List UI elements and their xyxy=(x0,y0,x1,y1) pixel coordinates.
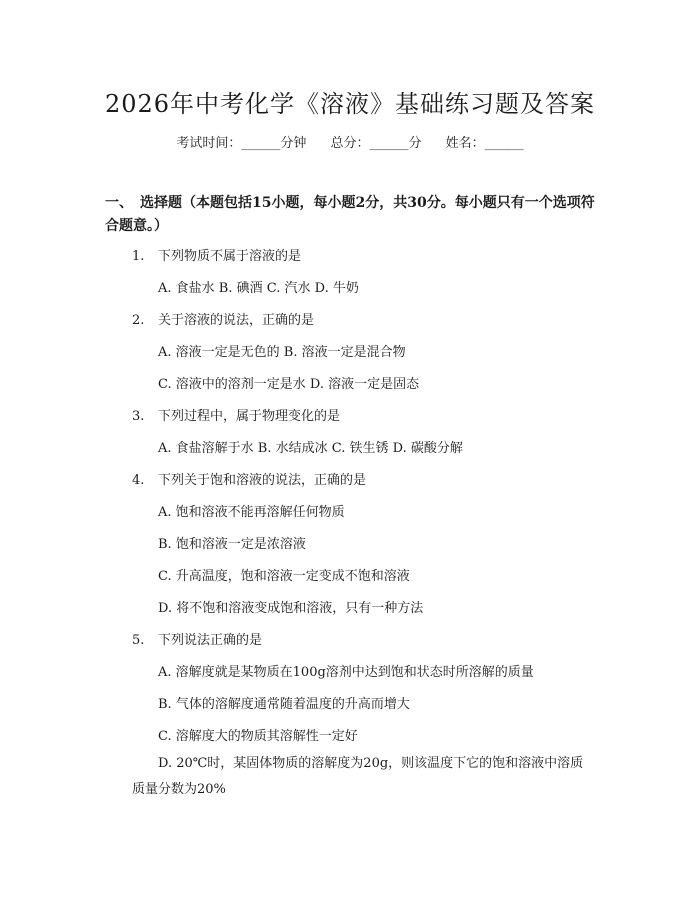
question-text: 关于溶液的说法，正确的是 xyxy=(158,313,315,328)
page-title: 2026年中考化学《溶液》基础练习题及答案 xyxy=(104,90,596,118)
question-stem xyxy=(132,245,301,264)
question-text: 下列物质不属于溶液的是 xyxy=(158,249,302,264)
question-stem xyxy=(132,405,340,424)
question-options: A. 食盐水 B. 碘酒 C. 汽水 D. 牛奶 xyxy=(158,281,359,296)
student-name-field: 姓名：______ xyxy=(445,136,524,151)
question-text: 下列说法正确的是 xyxy=(158,633,263,648)
question-option: D. 将不饱和溶液变成饱和溶液，只有一种方法 xyxy=(158,601,424,616)
question-number: 2. xyxy=(132,313,145,328)
question-stem xyxy=(132,469,366,488)
question-options: A. 食盐溶解于水 B. 水结成冰 C. 铁生锈 D. 碳酸分解 xyxy=(158,441,463,456)
total-score-field: 总分：______分 xyxy=(330,136,422,151)
question-number: 1. xyxy=(132,249,145,264)
exam-info-line xyxy=(0,132,700,151)
question-option: B. 饱和溶液一定是浓溶液 xyxy=(158,537,306,552)
section-heading: 一、 选择题（本题包括15小题，每小题2分，共30分。每小题只有一个选项符合题意。） xyxy=(105,195,595,234)
question-option: A. 溶解度就是某物质在100g溶剂中达到饱和状态时所溶解的质量 xyxy=(158,665,534,680)
question-option: D. 20℃时，某固体物质的溶解度为20g，则该温度下它的饱和溶液中溶质质量分数为20% xyxy=(132,756,584,797)
question-stem xyxy=(132,309,314,328)
question-option: A. 饱和溶液不能再溶解任何物质 xyxy=(158,505,345,520)
question-number: 5. xyxy=(132,633,145,648)
question-option: C. 溶解度大的物质其溶解性一定好 xyxy=(158,729,358,744)
question-option: B. 气体的溶解度通常随着温度的升高而增大 xyxy=(158,697,410,712)
question-text: 下列关于饱和溶液的说法，正确的是 xyxy=(158,473,367,488)
question-number: 3. xyxy=(132,409,145,424)
question-options: A. 溶液一定是无色的 B. 溶液一定是混合物 xyxy=(158,345,406,360)
question-options: C. 溶液中的溶剂一定是水 D. 溶液一定是固态 xyxy=(158,377,420,392)
question-option: C. 升高温度，饱和溶液一定变成不饱和溶液 xyxy=(158,569,410,584)
question-text: 下列过程中，属于物理变化的是 xyxy=(158,409,341,424)
exam-time-field: 考试时间：______分钟 xyxy=(176,136,307,151)
question-number: 4. xyxy=(132,473,145,488)
question-stem xyxy=(132,629,262,648)
